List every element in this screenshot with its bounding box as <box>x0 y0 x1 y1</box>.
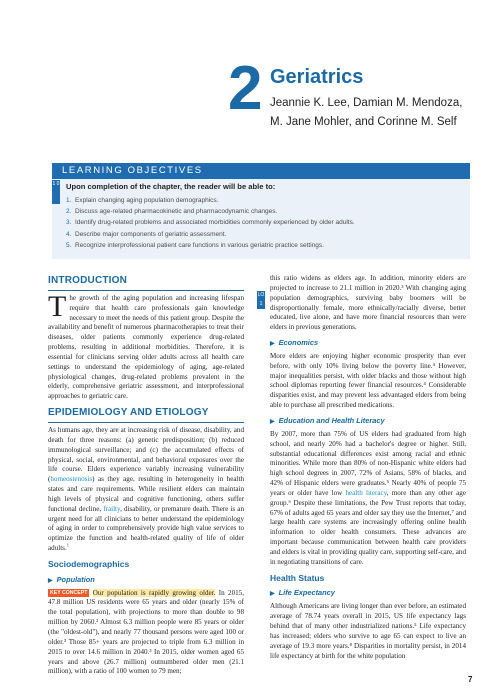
list-item <box>66 206 355 217</box>
left-column <box>48 274 244 680</box>
epidemiology-text-a: As humans age, they are at increasing risk of disease, disability, and death for three reasons: (a) genetic predisposition; (b) reduced immunological surveillance; and (c) the accumulated effects of physical, social, environmental, and behavioral exposures over the life course. Elders experience variably increasing vulnerability ( <box>48 425 244 484</box>
heading-rule <box>48 290 244 291</box>
list-item-text: Explain changing aging population demographics. <box>75 197 219 204</box>
list-item-number: 3. <box>66 219 72 227</box>
list-item-number: 5. <box>66 241 72 249</box>
health-status-heading: Health Status <box>270 572 325 583</box>
margin-lo-tag: LO 1 <box>257 292 265 307</box>
list-item <box>66 195 355 206</box>
economics-paragraph: More elders are enjoying higher economic prosperity than ever before, with only 10% living below the poverty line.⁴ However, major inequalities persist, with older blacks and those without high school diplomas reporting fewer financial resources.⁴ Considerable disparities exist, and may prevent less advantaged elders from being able to purchase all prescribed medications. <box>270 351 466 410</box>
sociodemographics-heading: Sociodemographics <box>48 558 130 569</box>
education-text-b: , more than any other age group.⁶ Despite these limitations, the Pew Trust reports that today, 67% of adults aged 65 years and older say they use the Internet,⁷ and large health care systems are increasingly offering online health information to older health consumers. These advances are important because communication between health care providers and elders is vital in providing quality care, supporting self-care, and in negotiating transitions of care. <box>270 488 466 566</box>
population-paragraph <box>48 589 244 678</box>
homeostenosis-link[interactable]: homeostenosis <box>50 475 93 484</box>
chapter-title: Geriatrics <box>270 66 364 88</box>
learning-objectives-title: LEARNING OBJECTIVES <box>62 165 203 176</box>
introduction-paragraph <box>48 289 244 402</box>
key-concept-badge: KEY CONCEPT <box>50 589 88 596</box>
list-item <box>66 229 355 240</box>
continuation-paragraph: this ratio widens as elders age. In addition, minority elders are projected to increase to 21.1 million in 2020.³ With changing aging population demographics, surviving baby boomers will be disproportionally female, more ethnically/racially diverse, better educated, live alone, and have more financial resources than were elders in previous generations. <box>270 274 466 332</box>
epidemiology-heading: EPIDEMIOLOGY AND ETIOLOGY <box>48 407 209 419</box>
authors-line-1: Jeannie K. Lee, Damian M. Mendoza, <box>270 97 463 109</box>
heading-rule <box>48 422 244 423</box>
learning-objectives-intro: Upon completion of the chapter, the reader will be able to: <box>66 182 276 191</box>
footnote-ref: 1 <box>66 542 69 548</box>
chapter-number: 2 <box>228 54 263 123</box>
population-heading <box>48 575 244 587</box>
list-item-text: Identify drug-related problems and associated morbidities commonly experienced by older adults. <box>75 219 355 227</box>
list-item-number: 2. <box>66 208 72 216</box>
learning-objectives-header <box>52 163 470 179</box>
list-item-text: Discuss age-related pharmacokinetic and pharmacodynamic changes. <box>75 208 278 216</box>
introduction-text: he growth of the aging population and increasing lifespan require that health care professionals gain knowledge necessary to meet the needs of this patient group. Despite the availability and benefit of numerous pharmacotherapies to treat their diseases, older patients commonly experience drug-related problems, resulting in additional morbidities. Therefore, it is essential for clinicians serving older adults across all health care settings to understand the epidemiology of aging, age-related physiological changes, drug-related problems prevalent in the elderly, comprehensive geriatric assessment, and interprofessional approaches to geriatric care. <box>48 293 244 401</box>
key-concept-highlight: Our population is rapidly growing older. <box>92 588 216 597</box>
epidemiology-text-c: , disability, or premature death. There is an urgent need for all clinicians to better understand the epidemiology of aging in order to comprehensively provide high value services to optimize the function and health-related quality of life of older adults. <box>48 504 244 553</box>
learning-objectives-side-tag: 1 0 <box>52 180 60 204</box>
triangle-bullet-icon: ▶ <box>270 418 275 425</box>
economics-heading <box>270 338 466 350</box>
population-text: In 2015, 47.8 million US residents were 65 years and older (nearly 15% of the total population), with projections to more than double to 98 million by 2060.² Almost 6.3 million people were 85 years or older (the "oldest-old"), and nearly 77 thousand persons were aged 100 or older.³ Those 85+ years are projected to triple from 6.3 million in 2015 to over 14.6 million in 2040.³ In 2015, older women aged 65 years and above (26.7 million) outnumbered older men (21.1 million), with a ratio of 100 women to 79 men; <box>48 588 245 676</box>
life-expectancy-heading <box>270 588 466 600</box>
list-item-text: Describe major components of geriatric assessment. <box>75 230 227 238</box>
list-item-number: 4. <box>66 230 72 238</box>
education-heading <box>270 416 466 428</box>
list-item-number: 1. <box>66 197 72 204</box>
learning-objectives-list <box>66 195 355 251</box>
epidemiology-text-b: ) as they age, resulting in heterogeneity in health states and care requirements. While resilient elders can maintain high levels of physical and cognitive functioning, others suffer functional decline, <box>48 475 244 513</box>
life-expectancy-paragraph: Although Americans are living longer than ever before, an estimated average of 78.74 years overall in 2015, US life expectancy lags behind that of many other industrialized nations.⁵ Life expectancy has increased; elders who survive to age 65 can expect to live an average of 19.3 more years.⁸ Disparities in mortality persist, in 2014 life expectancy at birth for the white population <box>270 602 466 660</box>
list-item <box>66 240 355 251</box>
introduction-heading: INTRODUCTION <box>48 275 128 286</box>
epidemiology-paragraph <box>48 426 244 554</box>
triangle-bullet-icon: ▶ <box>48 577 53 584</box>
triangle-bullet-icon: ▶ <box>270 591 275 598</box>
frailty-link[interactable]: frailty <box>103 504 121 513</box>
triangle-bullet-icon: ▶ <box>270 341 275 348</box>
population-heading-text: Population <box>56 574 95 584</box>
education-text-a: By 2007, more than 75% of US elders had graduated from high school, and nearly 20% had a bachelor's degree or higher. Still, substantial educational differences exist among racial and ethnic minorities. While more than 80% of non-Hispanic white elders had high school degrees in 2007, 72% of Asians, 58% of blacks, and 42% of Hispanic elders were graduates.⁵ Nearly 40% of people 75 years or older have low <box>270 429 466 497</box>
education-paragraph <box>270 430 466 568</box>
chapter-authors <box>270 94 470 132</box>
right-column <box>270 274 466 664</box>
education-heading-text: Education and Health Literacy <box>278 415 385 425</box>
drop-cap: T <box>48 289 67 323</box>
list-item-text: Recognize interprofessional patient care functions in various geriatric practice settings. <box>75 241 324 249</box>
life-expectancy-heading-text: Life Expectancy <box>278 588 335 598</box>
list-item <box>66 217 355 228</box>
economics-heading-text: Economics <box>278 338 319 348</box>
page-number: 7 <box>468 675 473 684</box>
health-literacy-link[interactable]: health literacy <box>345 488 387 497</box>
authors-line-2: M. Jane Mohler, and Corinne M. Self <box>270 116 457 128</box>
